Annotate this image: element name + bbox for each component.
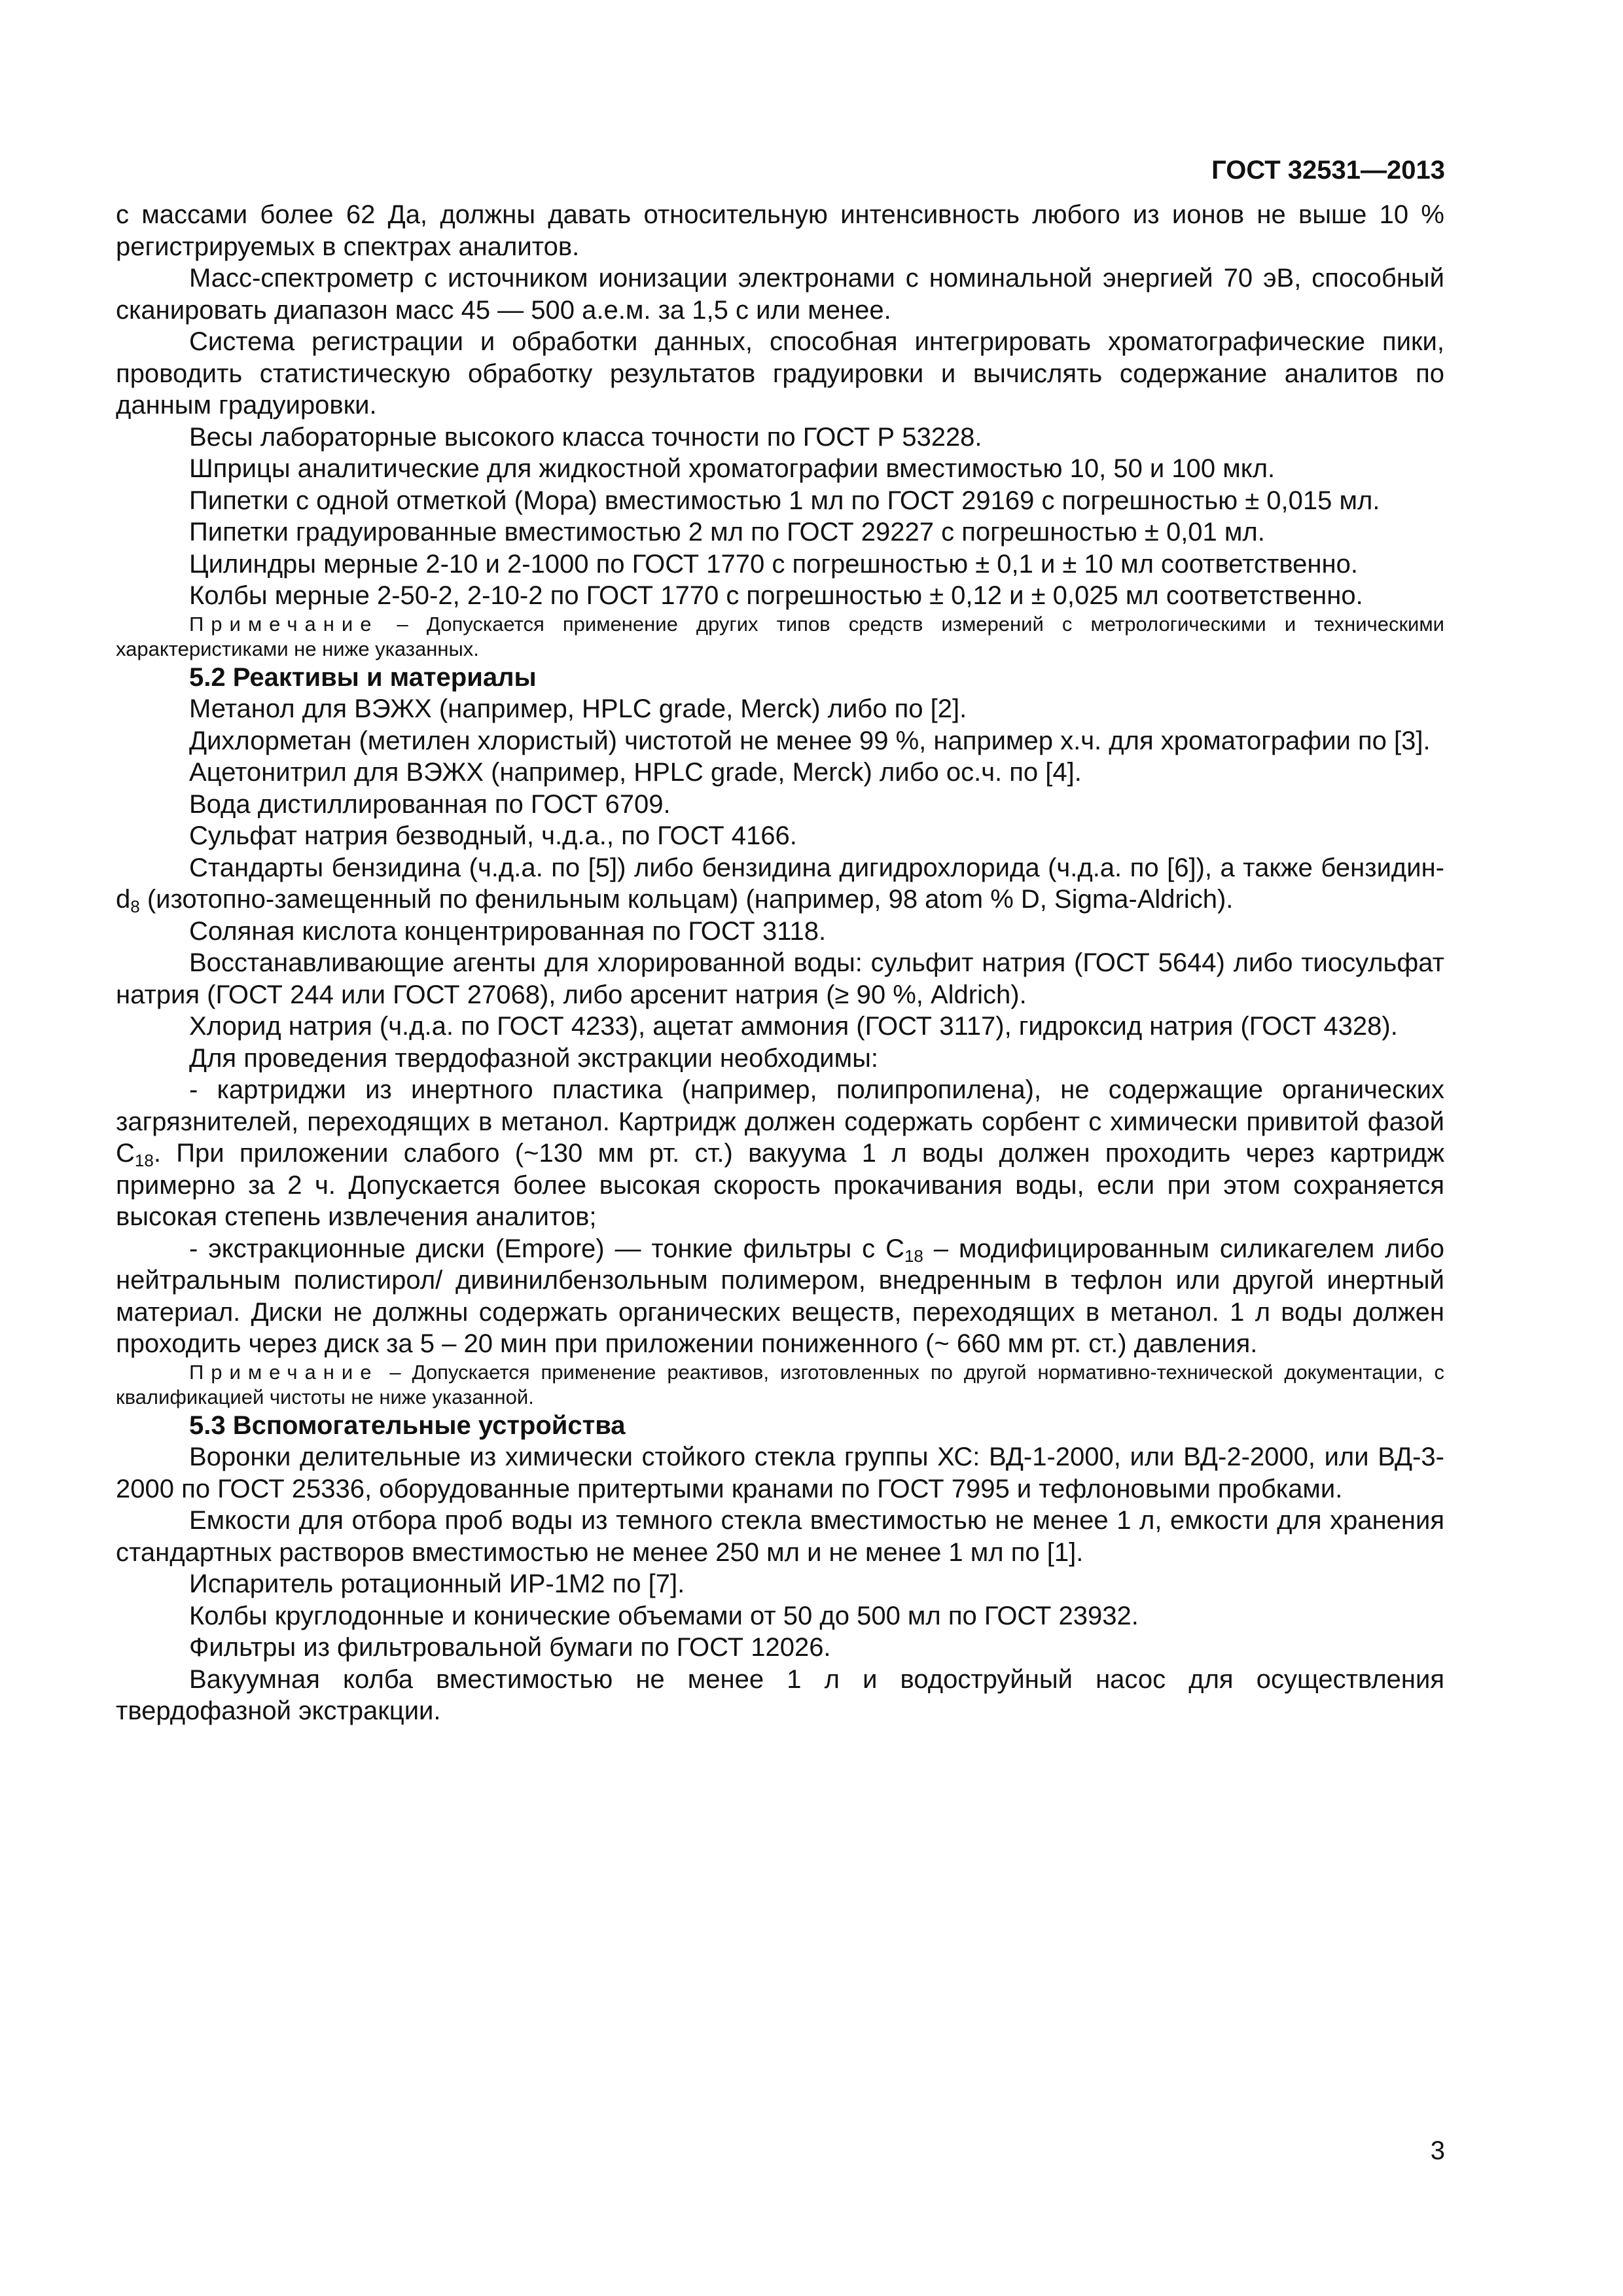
paragraph: Колбы круглодонные и конические объемами от 50 до 500 мл по ГОСТ 23932. [189,1601,1139,1630]
paragraph: Испаритель ротационный ИР-1М2 по [7]. [189,1570,685,1598]
paragraph: Метанол для ВЭЖХ (например, HPLC grade, Merck) либо по [2]. [189,694,967,723]
list-item [116,1233,1444,1360]
note-label: Примечание [189,1360,379,1384]
section-heading: 5.3 Вспомогательные устройства [189,1410,626,1440]
page-body [116,199,1444,1727]
paragraph: Шприцы аналитические для жидкостной хроматографии вместимостью 10, 50 и 100 мкл. [189,454,1275,483]
paragraph: Пипетки с одной отметкой (Мора) вместимостью 1 мл по ГОСТ 29169 с погрешностью ± 0,015 мл. [189,486,1380,515]
text-run: - картриджи из инертного пластика (например, полипропилена), не содержащие органических загрязнителей, переходящих в метанол. Картридж должен содержать сорбент с химически привитой фазой С [116,1075,1444,1168]
subscript: 18 [134,1151,154,1170]
paragraph: Вода дистиллированная по ГОСТ 6709. [189,789,671,819]
paragraph: с массами более 62 Да, должны давать относительную интенсивность любого из ионов не выше 10 % регистрируемых в спектрах аналитов. [116,200,1444,261]
section-heading: 5.2 Реактивы и материалы [189,662,537,692]
note [116,1360,1444,1410]
list-item [116,1074,1444,1233]
paragraph: Весы лабораторные высокого класса точности по ГОСТ Р 53228. [189,422,982,452]
paragraph: Дихлорметан (метилен хлористый) чистотой не менее 99 %, например х.ч. для хроматографии по [3]. [189,726,1431,755]
text-run: – модифицированным силикагелем либо нейтральным полистирол/ дивинилбензольным полимером, внедренным в тефлон или другой инертный материал. Диски не должны содержать органических веществ, переходящих в метанол. 1 л воды должен проходить через диск за 5 – 20 мин при приложении пониженного (~ 660 мм рт. ст.) давления. [116,1234,1445,1358]
paragraph: Сульфат натрия безводный, ч.д.а., по ГОСТ 4166. [189,821,797,850]
text-run: - экстракционные диски (Empore) — тонкие фильтры с С [189,1234,904,1263]
paragraph: Ацетонитрил для ВЭЖХ (например, HPLC grade, Merck) либо ос.ч. по [4]. [189,758,1082,787]
note [116,612,1444,662]
page-number: 3 [1430,2136,1445,2165]
paragraph [116,852,1444,916]
paragraph: Фильтры из фильтровальной бумаги по ГОСТ 12026. [189,1633,831,1662]
paragraph: Колбы мерные 2-50-2, 2-10-2 по ГОСТ 1770 с погрешностью ± 0,12 и ± 0,025 мл соответственно. [189,581,1363,610]
paragraph: Масс-спектрометр с источником ионизации электронами с номинальной энергией 70 эВ, способный сканировать диапазон масс 45 — 500 а.е.м. за 1,5 с или менее. [116,264,1444,325]
paragraph: Пипетки градуированные вместимостью 2 мл по ГОСТ 29227 с погрешностью ± 0,01 мл. [189,518,1265,547]
note-text: – Допускается применение реактивов, изготовленных по другой нормативно-технической документации, с квалификацией чистоты не ниже указанной. [116,1360,1444,1408]
note-label: Примечание [189,612,379,636]
paragraph: Воронки делительные из химически стойкого стекла группы ХС: ВД-1-2000, или ВД-2-2000, или ВД-3-2000 по ГОСТ 25336, оборудованные притертыми кранами по ГОСТ 7995 и тефлоновыми пробками. [116,1443,1444,1503]
paragraph: Вакуумная колба вместимостью не менее 1 л и водоструйный насос для осуществления твердофазной экстракции. [116,1664,1444,1725]
text-run: (изотопно-замещенный по фенильным кольцам) (например, 98 atom % D, Sigma-Aldrich). [139,885,1234,914]
subscript: 8 [130,897,140,916]
paragraph: Хлорид натрия (ч.д.а. по ГОСТ 4233), ацетат аммония (ГОСТ 3117), гидроксид натрия (ГОСТ 4328). [189,1012,1398,1041]
paragraph: Для проведения твердофазной экстракции необходимы: [189,1043,878,1073]
paragraph: Соляная кислота концентрированная по ГОСТ 3118. [189,916,827,946]
subscript: 18 [904,1246,923,1266]
paragraph: Восстанавливающие агенты для хлорированной воды: сульфит натрия (ГОСТ 5644) либо тиосульфат натрия (ГОСТ 244 или ГОСТ 27068), либо арсенит натрия (≥ 90 %, Aldrich). [116,948,1444,1009]
standard-code: ГОСТ 32531—2013 [1211,156,1445,185]
paragraph: Цилиндры мерные 2-10 и 2-1000 по ГОСТ 1770 с погрешностью ± 0,1 и ± 10 мл соответственно. [189,549,1358,579]
note-text: – Допускается применение других типов средств измерений с метрологическими и техническими характеристиками не ниже указанных. [116,612,1444,660]
text-run: Стандарты бензидина (ч.д.а. по [5]) либо бензидина дигидрохлорида (ч.д.а. по [6]), а также бензидин-d [116,853,1444,914]
paragraph: Система регистрации и обработки данных, способная интегрировать хроматографические пики, проводить статистическую обработку результатов градуировки и вычислять содержание аналитов по данным градуировки. [116,327,1444,420]
paragraph: Емкости для отбора проб воды из темного стекла вместимостью не менее 1 л, емкости для хранения стандартных растворов вместимостью не менее 250 мл и не менее 1 мл по [1]. [116,1506,1444,1567]
text-run: . При приложении слабого (~130 мм рт. ст.) вакуума 1 л воды должен проходить через картридж примерно за 2 ч. Допускается более высокая скорость прокачивания воды, если при этом сохраняется высокая степень извлечения аналитов; [116,1139,1444,1231]
